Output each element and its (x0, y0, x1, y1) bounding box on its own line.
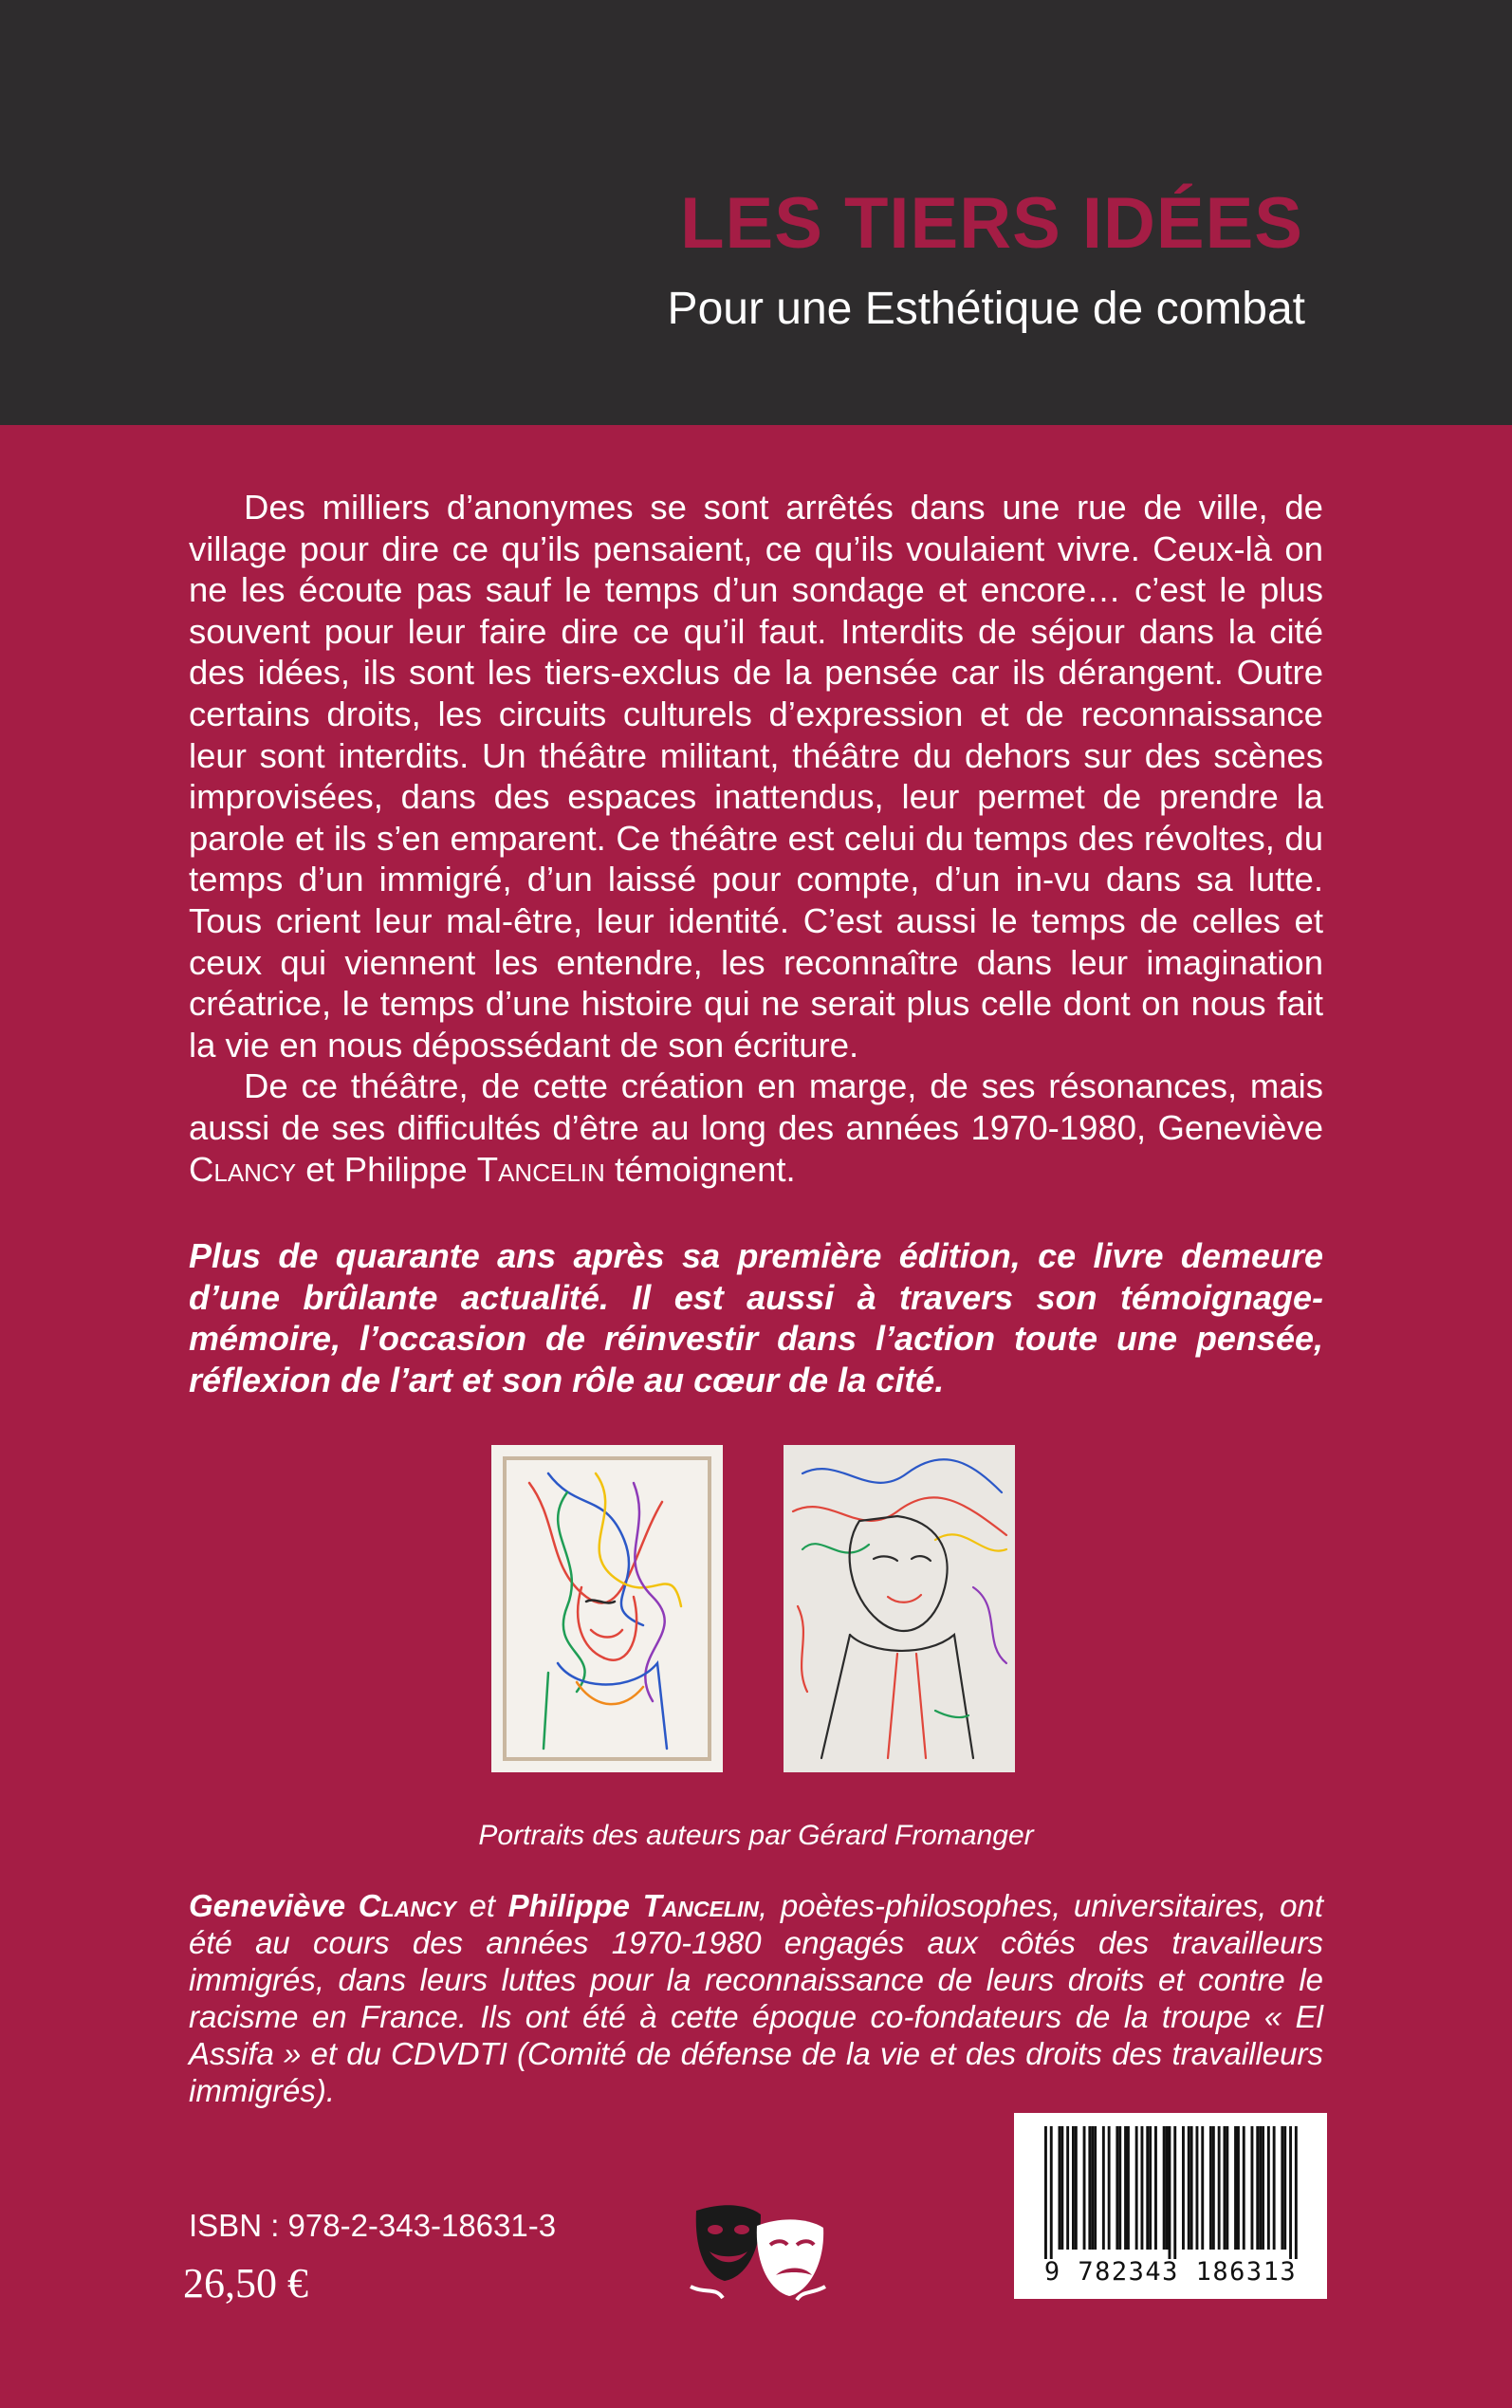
barcode-bar (1088, 2126, 1091, 2250)
barcode-bar (1169, 2126, 1171, 2259)
barcode-bar (1209, 2126, 1212, 2250)
barcode-bar (1124, 2126, 1127, 2250)
barcode-bar (1237, 2126, 1240, 2250)
barcode-bar (1116, 2126, 1118, 2250)
barcode-bar (1173, 2126, 1176, 2259)
portrait-philippe-tancelin (784, 1445, 1015, 1772)
barcode-bar (1273, 2126, 1276, 2250)
barcode-bar (1118, 2126, 1121, 2250)
theatre-masks-icon (687, 2199, 829, 2308)
barcode-bar (1224, 2126, 1226, 2250)
book-description (189, 487, 1323, 1190)
isbn: ISBN : 978-2-343-18631-3 (189, 2208, 557, 2243)
author-1-name: Geneviève Clancy (189, 1888, 456, 1923)
barcode-bar (1226, 2126, 1228, 2250)
description-paragraph-2: De ce théâtre, de cette création en marge, de ses résonances, mais aussi de ses difficultés d’être au long des années 1970-1980, Geneviève Clancy et Philippe Tancelin témoignent. (189, 1066, 1323, 1189)
author-2-surname: Tancelin (476, 1149, 605, 1189)
barcode-bar (1201, 2126, 1204, 2250)
barcode-bars (1014, 2113, 1327, 2265)
author-1-surname: Clancy (189, 1149, 297, 1189)
barcode-bar (1163, 2126, 1166, 2250)
header-band (0, 0, 1512, 425)
barcode-bar (1108, 2126, 1111, 2250)
barcode-bar (1196, 2126, 1199, 2250)
barcode-bar (1262, 2126, 1264, 2250)
price: 26,50 € (183, 2260, 308, 2306)
barcode-bar (1102, 2126, 1105, 2250)
barcode-bar (1188, 2126, 1190, 2250)
barcode-bar (1135, 2126, 1138, 2250)
author-2-name: Philippe Tancelin (507, 1888, 760, 1923)
barcode-digits: 9 782343 186313 (1043, 2257, 1298, 2287)
barcode-bar (1154, 2126, 1157, 2250)
barcode-bar (1289, 2126, 1292, 2259)
barcode-bar (1166, 2126, 1169, 2250)
barcode-bar (1060, 2126, 1063, 2250)
barcode-bar (1243, 2126, 1245, 2250)
barcode-bar (1218, 2126, 1221, 2250)
barcode-bar (1072, 2126, 1075, 2250)
barcode-bar (1141, 2126, 1144, 2250)
authors-bio: Geneviève Clancy et Philippe Tancelin, poètes-philosophes, universitaires, ont été au cours des années 1970-1980 engagés aux côtés des travailleurs immigrés, dans leurs luttes pour la reconnaissance de leurs droits et contre le racisme en France. Ils ont été à cette époque co-fondateurs de la troupe « El Assifa » et du CDVDTI (Comité de défense de la vie et des droits des travailleurs immigrés). (189, 1888, 1323, 2108)
barcode-bar (1190, 2126, 1193, 2250)
barcode-bar (1059, 2126, 1061, 2250)
portrait-genevieve-clancy (491, 1445, 723, 1772)
barcode-bar (1256, 2126, 1259, 2250)
barcode-bar (1044, 2126, 1047, 2259)
barcode-bar (1281, 2126, 1283, 2250)
barcode-bar (1212, 2126, 1215, 2250)
barcode-bar (1283, 2126, 1286, 2250)
portrait-caption: Portraits des auteurs par Gérard Fromanger (478, 1820, 1034, 1851)
barcode-bar (1091, 2126, 1094, 2250)
barcode-bar (1094, 2126, 1097, 2250)
barcode-bar (1234, 2126, 1237, 2250)
barcode-bar (1182, 2126, 1185, 2250)
barcode-bar (1267, 2126, 1270, 2250)
barcode-bar (1146, 2126, 1149, 2250)
barcode (1014, 2113, 1327, 2299)
barcode-bar (1127, 2126, 1130, 2250)
barcode-bar (1149, 2126, 1152, 2250)
book-subtitle: Pour une Esthétique de combat (667, 284, 1305, 334)
barcode-bar (1050, 2126, 1053, 2259)
barcode-bar (1083, 2126, 1086, 2250)
highlight-paragraph: Plus de quarante ans après sa première édition, ce livre demeure d’une brûlante actualité. Il est aussi à travers son témoignage-mémoire, l’occasion de réinvestir dans l’action toute une pensée, réflexion de l’art et son rôle au cœur de la cité. (189, 1236, 1323, 1399)
description-paragraph-1: Des milliers d’anonymes se sont arrêtés dans une rue de ville, de village pour dire ce qu’ils pensaient, ce qu’ils voulaient vivre. Ceux-là on ne les écoute pas sauf le temps d’un sondage et encore… c’est le plus souvent pour leur faire dire ce qu’il faut. Interdits de séjour dans la cité des idées, ils sont les tiers-exclus de la pensée car ils dérangent. Outre certains droits, les circuits culturels d’expression et de reconnaissance leur sont interdits. Un théâtre militant, théâtre du dehors sur des scènes improvisées, dans des espaces inattendus, leur permet de prendre la parole et ils s’en emparent. Ce théâtre est celui du temps des révoltes, du temps d’un immigré, d’un laissé pour compte, d’un in-vu dans sa lutte. Tous crient leur mal-être, leur identité. C’est aussi le temps de celles et ceux qui viennent les entendre, les reconnaître dans leur imagination créatrice, le temps d’une histoire qui ne serait plus celle dont on nous fait la vie en nous dépossédant de son écriture. (189, 488, 1323, 1065)
barcode-bar (1075, 2126, 1078, 2250)
barcode-bar (1251, 2126, 1254, 2250)
barcode-bar (1295, 2126, 1298, 2259)
barcode-bar (1066, 2126, 1069, 2250)
book-title: LES TIERS IDÉES (680, 183, 1303, 264)
barcode-bar (1259, 2126, 1262, 2250)
